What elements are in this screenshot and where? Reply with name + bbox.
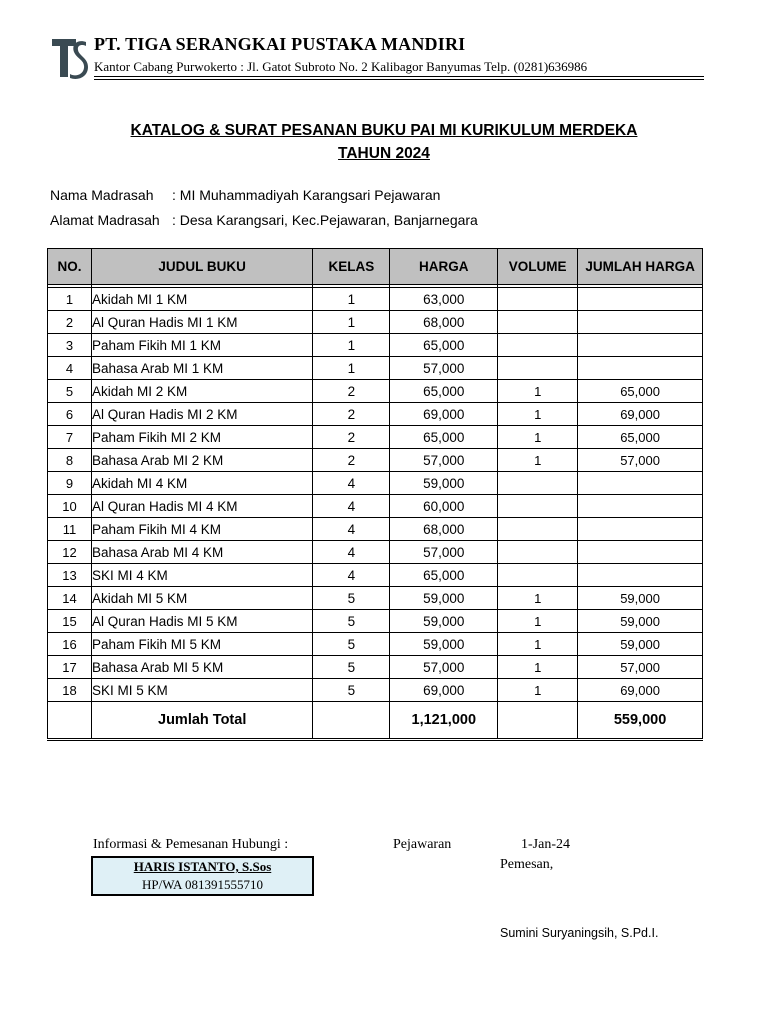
row-harga: 57,000 xyxy=(390,449,498,472)
row-kelas: 2 xyxy=(313,426,390,449)
table-row xyxy=(48,587,703,610)
branch-address: Kantor Cabang Purwokerto : Jl. Gatot Subroto No. 2 Kalibagor Banyumas Telp. (0281)636986 xyxy=(94,59,588,74)
letterhead xyxy=(50,34,704,82)
row-harga: 60,000 xyxy=(390,495,498,518)
row-no: 1 xyxy=(48,288,92,311)
row-kelas: 2 xyxy=(313,380,390,403)
total-no-cell xyxy=(48,702,92,740)
row-kelas: 5 xyxy=(313,656,390,679)
row-kelas: 5 xyxy=(313,610,390,633)
row-volume: 1 xyxy=(498,380,578,403)
row-kelas: 1 xyxy=(313,311,390,334)
document-year: TAHUN 2024 xyxy=(338,145,430,162)
row-harga: 69,000 xyxy=(390,679,498,702)
madrasah-address-label: Alamat Madrasah xyxy=(50,212,160,228)
row-no: 12 xyxy=(48,541,92,564)
row-harga: 68,000 xyxy=(390,518,498,541)
row-volume xyxy=(498,311,578,334)
row-judul: Paham Fikih MI 5 KM xyxy=(91,633,313,656)
madrasah-address-row xyxy=(50,212,478,228)
row-no: 3 xyxy=(48,334,92,357)
row-no: 11 xyxy=(48,518,92,541)
row-harga: 65,000 xyxy=(390,334,498,357)
row-judul: Bahasa Arab MI 4 KM xyxy=(91,541,313,564)
table-row xyxy=(48,518,703,541)
row-harga: 59,000 xyxy=(390,633,498,656)
row-jumlah: 65,000 xyxy=(578,380,703,403)
row-jumlah: 65,000 xyxy=(578,426,703,449)
madrasah-name-value: : MI Muhammadiyah Karangsari Pejawaran xyxy=(172,187,441,203)
row-judul: Akidah MI 4 KM xyxy=(91,472,313,495)
table-row xyxy=(48,380,703,403)
row-jumlah: 59,000 xyxy=(578,610,703,633)
row-no: 6 xyxy=(48,403,92,426)
row-judul: Al Quran Hadis MI 5 KM xyxy=(91,610,313,633)
row-kelas: 4 xyxy=(313,541,390,564)
row-no: 2 xyxy=(48,311,92,334)
row-harga: 65,000 xyxy=(390,380,498,403)
row-jumlah xyxy=(578,495,703,518)
row-volume xyxy=(498,564,578,587)
madrasah-name-row xyxy=(50,187,440,203)
row-judul: Al Quran Hadis MI 2 KM xyxy=(91,403,313,426)
row-kelas: 1 xyxy=(313,288,390,311)
table-row xyxy=(48,357,703,380)
row-kelas: 4 xyxy=(313,472,390,495)
contact-box xyxy=(91,856,314,896)
row-jumlah: 69,000 xyxy=(578,679,703,702)
row-no: 4 xyxy=(48,357,92,380)
table-row xyxy=(48,495,703,518)
col-header-no: NO. xyxy=(48,249,92,285)
row-kelas: 1 xyxy=(313,334,390,357)
row-no: 5 xyxy=(48,380,92,403)
row-jumlah: 57,000 xyxy=(578,656,703,679)
row-no: 15 xyxy=(48,610,92,633)
header-rule-double xyxy=(94,79,704,80)
row-jumlah: 59,000 xyxy=(578,587,703,610)
signer-name: Sumini Suryaningsih, S.Pd.I. xyxy=(500,926,659,940)
row-kelas: 5 xyxy=(313,633,390,656)
table-row xyxy=(48,610,703,633)
row-harga: 57,000 xyxy=(390,541,498,564)
total-row xyxy=(48,702,703,740)
row-volume xyxy=(498,288,578,311)
table-row xyxy=(48,564,703,587)
table-header-row xyxy=(48,249,703,285)
row-jumlah xyxy=(578,472,703,495)
contact-name: HARIS ISTANTO, S.Sos xyxy=(133,859,272,874)
row-judul: Bahasa Arab MI 2 KM xyxy=(91,449,313,472)
row-harga: 57,000 xyxy=(390,357,498,380)
order-date: 1-Jan-24 xyxy=(521,837,570,852)
row-kelas: 5 xyxy=(313,587,390,610)
row-judul: Bahasa Arab MI 1 KM xyxy=(91,357,313,380)
row-no: 16 xyxy=(48,633,92,656)
col-header-judul: JUDUL BUKU xyxy=(91,249,313,285)
row-jumlah xyxy=(578,334,703,357)
row-jumlah xyxy=(578,518,703,541)
row-volume xyxy=(498,541,578,564)
row-no: 8 xyxy=(48,449,92,472)
row-jumlah: 69,000 xyxy=(578,403,703,426)
row-harga: 59,000 xyxy=(390,472,498,495)
row-judul: Bahasa Arab MI 5 KM xyxy=(91,656,313,679)
row-volume: 1 xyxy=(498,449,578,472)
col-header-harga: HARGA xyxy=(390,249,498,285)
row-jumlah xyxy=(578,311,703,334)
row-jumlah xyxy=(578,288,703,311)
col-header-jumlah: JUMLAH HARGA xyxy=(578,249,703,285)
table-row xyxy=(48,403,703,426)
table-row xyxy=(48,449,703,472)
table-row xyxy=(48,633,703,656)
table-row xyxy=(48,472,703,495)
row-no: 17 xyxy=(48,656,92,679)
madrasah-address-value: : Desa Karangsari, Kec.Pejawaran, Banjarnegara xyxy=(172,212,478,228)
row-jumlah: 57,000 xyxy=(578,449,703,472)
order-place: Pejawaran xyxy=(393,837,452,852)
row-no: 13 xyxy=(48,564,92,587)
madrasah-name-label: Nama Madrasah xyxy=(50,187,154,203)
table-row xyxy=(48,426,703,449)
row-kelas: 2 xyxy=(313,403,390,426)
contact-info-label: Informasi & Pemesanan Hubungi : xyxy=(93,837,289,852)
row-judul: SKI MI 5 KM xyxy=(91,679,313,702)
row-no: 9 xyxy=(48,472,92,495)
row-harga: 65,000 xyxy=(390,564,498,587)
table-row xyxy=(48,656,703,679)
total-volume-cell xyxy=(498,702,578,740)
row-judul: Akidah MI 2 KM xyxy=(91,380,313,403)
row-judul: SKI MI 4 KM xyxy=(91,564,313,587)
row-kelas: 4 xyxy=(313,518,390,541)
table-row xyxy=(48,334,703,357)
row-judul: Akidah MI 5 KM xyxy=(91,587,313,610)
table-row xyxy=(48,679,703,702)
orderer-label: Pemesan, xyxy=(500,857,554,872)
row-no: 10 xyxy=(48,495,92,518)
row-jumlah xyxy=(578,564,703,587)
row-kelas: 1 xyxy=(313,357,390,380)
row-no: 7 xyxy=(48,426,92,449)
row-kelas: 5 xyxy=(313,679,390,702)
total-jumlah: 559,000 xyxy=(578,702,703,740)
row-kelas: 4 xyxy=(313,564,390,587)
row-volume xyxy=(498,334,578,357)
ts-logo-icon xyxy=(50,36,88,80)
row-harga: 65,000 xyxy=(390,426,498,449)
col-header-volume: VOLUME xyxy=(498,249,578,285)
row-kelas: 2 xyxy=(313,449,390,472)
total-label: Jumlah Total xyxy=(91,702,313,740)
row-volume: 1 xyxy=(498,587,578,610)
row-volume: 1 xyxy=(498,426,578,449)
row-volume: 1 xyxy=(498,403,578,426)
row-harga: 59,000 xyxy=(390,610,498,633)
row-no: 18 xyxy=(48,679,92,702)
row-volume xyxy=(498,495,578,518)
row-harga: 63,000 xyxy=(390,288,498,311)
document-title: KATALOG & SURAT PESANAN BUKU PAI MI KURIKULUM MERDEKA xyxy=(130,122,638,139)
row-harga: 57,000 xyxy=(390,656,498,679)
table-row xyxy=(48,311,703,334)
row-volume xyxy=(498,357,578,380)
table-body xyxy=(48,285,703,702)
row-judul: Al Quran Hadis MI 1 KM xyxy=(91,311,313,334)
row-jumlah xyxy=(578,541,703,564)
row-judul: Akidah MI 1 KM xyxy=(91,288,313,311)
row-no: 14 xyxy=(48,587,92,610)
row-volume xyxy=(498,472,578,495)
row-judul: Al Quran Hadis MI 4 KM xyxy=(91,495,313,518)
row-volume: 1 xyxy=(498,656,578,679)
row-kelas: 4 xyxy=(313,495,390,518)
row-volume xyxy=(498,518,578,541)
row-harga: 69,000 xyxy=(390,403,498,426)
col-header-kelas: KELAS xyxy=(313,249,390,285)
contact-phone: HP/WA 081391555710 xyxy=(142,877,263,892)
row-volume: 1 xyxy=(498,633,578,656)
row-judul: Paham Fikih MI 2 KM xyxy=(91,426,313,449)
row-harga: 59,000 xyxy=(390,587,498,610)
header-rule xyxy=(94,76,704,77)
total-kelas-cell xyxy=(313,702,390,740)
row-harga: 68,000 xyxy=(390,311,498,334)
row-judul: Paham Fikih MI 1 KM xyxy=(91,334,313,357)
row-jumlah: 59,000 xyxy=(578,633,703,656)
row-volume: 1 xyxy=(498,610,578,633)
row-volume: 1 xyxy=(498,679,578,702)
table-row xyxy=(48,541,703,564)
row-judul: Paham Fikih MI 4 KM xyxy=(91,518,313,541)
row-jumlah xyxy=(578,357,703,380)
total-harga: 1,121,000 xyxy=(390,702,498,740)
company-name: PT. TIGA SERANGKAI PUSTAKA MANDIRI xyxy=(94,34,466,54)
catalog-table xyxy=(47,248,703,741)
table-row xyxy=(48,288,703,311)
